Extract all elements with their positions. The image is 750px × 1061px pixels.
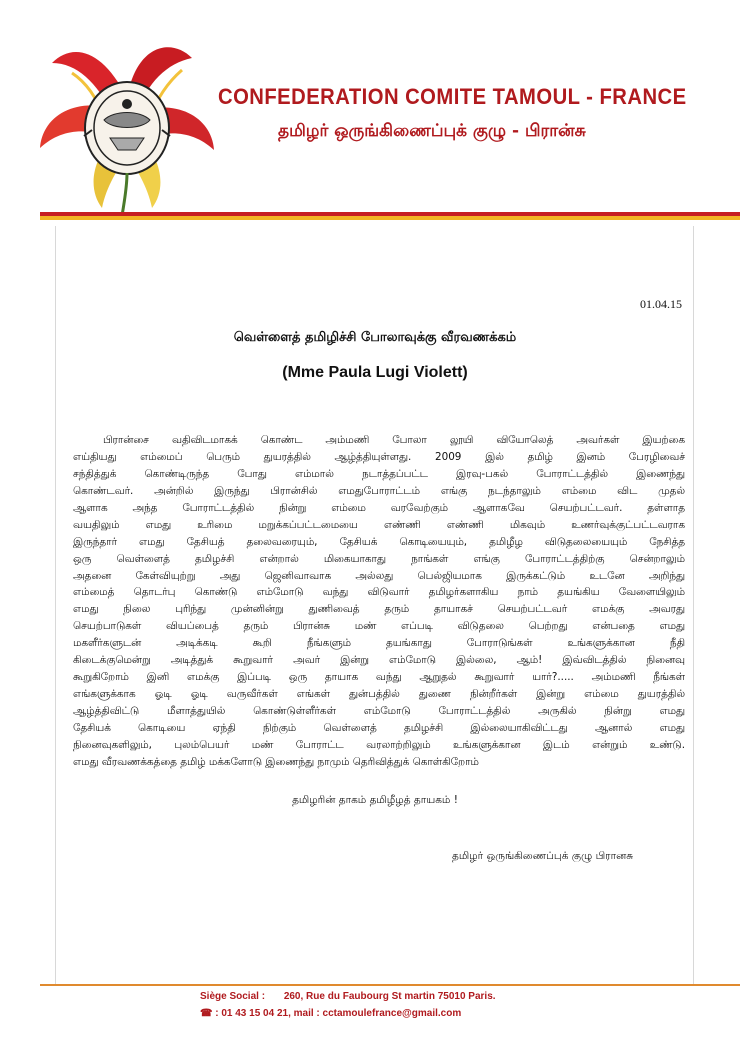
footer-address: 260, Rue du Faubourg St martin 75010 Paris.	[283, 991, 496, 1002]
body-line: மகளீர்களுடன் அடிக்கடி கூறி நீங்களும் தயங்காது போராடுங்கள் உங்களுக்கான நீதி	[73, 637, 685, 650]
gloriosa-flower-emblem-icon	[32, 38, 222, 218]
body-line: அதனை கேள்வியுற்று அது ஜெனிவாவாக அல்லது பெல்ஜியமாக இருக்கட்டும் உடனே அறிந்து	[73, 569, 685, 582]
footer-rule	[40, 984, 740, 986]
letter-title-tamil: வெள்ளைத் தமிழிச்சி போலாவுக்கு வீரவணக்கம்	[233, 330, 517, 345]
closing-slogan: தமிழரின் தாகம் தமிழீழத் தாயகம் !	[292, 794, 458, 806]
letter-title-name: (Mme Paula Lugi Violett)	[282, 364, 468, 381]
body-line: பிரான்சை வதிவிடமாகக் கொண்ட அம்மணி போலா லூயி வியோலெத் அவர்கள் இயற்கை	[103, 434, 685, 446]
body-line: கூறுகிறோம் இனி எமக்கு இப்படி ஒரு தாயாக வந்து ஆறுதல் கூறுவார் யார்?..... அம்மணி நீங்கள்	[73, 671, 685, 684]
signature: தமிழர் ஒருங்கிணைப்புக் குழு பிரானசு	[452, 850, 634, 862]
letter-date: 01.04.15	[640, 297, 682, 311]
body-line: தேசியக் கொடியை ஏந்தி நிற்கும் வெள்ளைத் தமிழச்சி இல்லையாகிவிட்டது ஆனால் எமது	[73, 721, 685, 734]
footer-contact: ☎ : 01 43 15 04 21, mail : cctamoulefrance@gmail.com	[200, 1008, 462, 1019]
body-line: ஆளாக அந்த போராட்டத்தில் நின்று எம்மை வரவேற்கும் ஆளாகவே செயற்பட்டவர். தள்ளாத	[73, 501, 685, 514]
body-line: செயற்பாடுகள் வியப்பைத் தரும் பிரான்சு மண் எப்படி விடுதலை பெற்றது என்பதை எமது	[73, 620, 685, 633]
org-subtitle: தமிழர் ஒருங்கிணைப்புக் குழு - பிரான்சு	[278, 121, 586, 141]
body-line: எய்தியது எம்மைப் பெரும் துயரத்தில் ஆழ்த்தியுள்ளது. 2009 இல் தமிழ் இனம் பேரழிவைச்	[73, 450, 685, 463]
body-line: ஆழ்த்திவிட்டு மீளாத்துயில் கொண்டுள்ளீர்கள் எம்மோடு போராட்டத்தில் அருகில் நின்று எமது	[73, 705, 685, 717]
body-line: எங்களுக்காக ஓடி ஓடி வருவீர்கள் எங்கள் துன்பத்தில் துணை நின்றீர்கள் இன்று எம்மை துயரத்தில்	[73, 688, 685, 701]
body-line: எமது நிலை புரிந்து முன்னின்று துணிவைத் தரும் தாயாகச் செயற்பட்டவர் எமக்கு அவரது	[73, 603, 685, 616]
body-line: எமது வீரவணக்கத்தை தமிழ் மக்களோடு இணைந்து நாமும் தெரிவித்துக் கொள்கிறோம்	[73, 755, 479, 768]
footer-siege-label: Siège Social :	[200, 991, 266, 1002]
body-line: வயதிலும் எமது உரிமை மறுக்கப்பட்டமையை எண்ணி எண்ணி மிகவும் உணர்வுக்குட்பட்டவராக	[73, 518, 685, 531]
body-line: எம்மைத் தொடர்பு கொண்டு எம்மோடு வந்து விடுவார் தமிழர்களாகிய நாம் தயங்கிய வேளையிலும்	[73, 586, 685, 599]
header-rule-gold	[40, 216, 740, 220]
body-line: கொண்டவர். அன்றில் இருந்து பிரான்சில் எமதுபோராட்டம் எங்கு நடந்தாலும் எம்மை விட முதல்	[73, 484, 685, 497]
body-line: சந்தித்துக் கொண்டிருந்த போது எம்மால் நடாத்தப்பட்ட இரவு-பகல் போராட்டத்தில் இணைந்து	[73, 467, 685, 480]
org-title: CONFEDERATION COMITE TAMOUL - FRANCE	[218, 84, 687, 109]
body-line: ஒரு வெள்ளைத் தமிழச்சி என்றால் மிகையாகாது நாங்கள் எங்கு போராட்டத்திற்கு சென்றாலும்	[73, 552, 685, 565]
body-line: இருந்தார் எமது தேசியத் தலைவரையும், தேசியக் கொடியையும், தமிழீழ விடுதலையையும் நேசித்த	[73, 535, 685, 548]
body-line: நினைவுகளிலும், புலம்பெயர் மண் போராட்ட வரலாற்றிலும் உங்களுக்கான இடம் என்றும் உண்டு.	[73, 738, 685, 751]
footer-address-line	[200, 991, 496, 1002]
letter-body	[73, 432, 685, 771]
body-line: கிடைக்குமென்று அடித்துக் கூறுவார் அவர் இன்று எம்மோடு இல்லை, ஆம்! இவ்விடத்தில் நினைவு	[73, 654, 685, 667]
